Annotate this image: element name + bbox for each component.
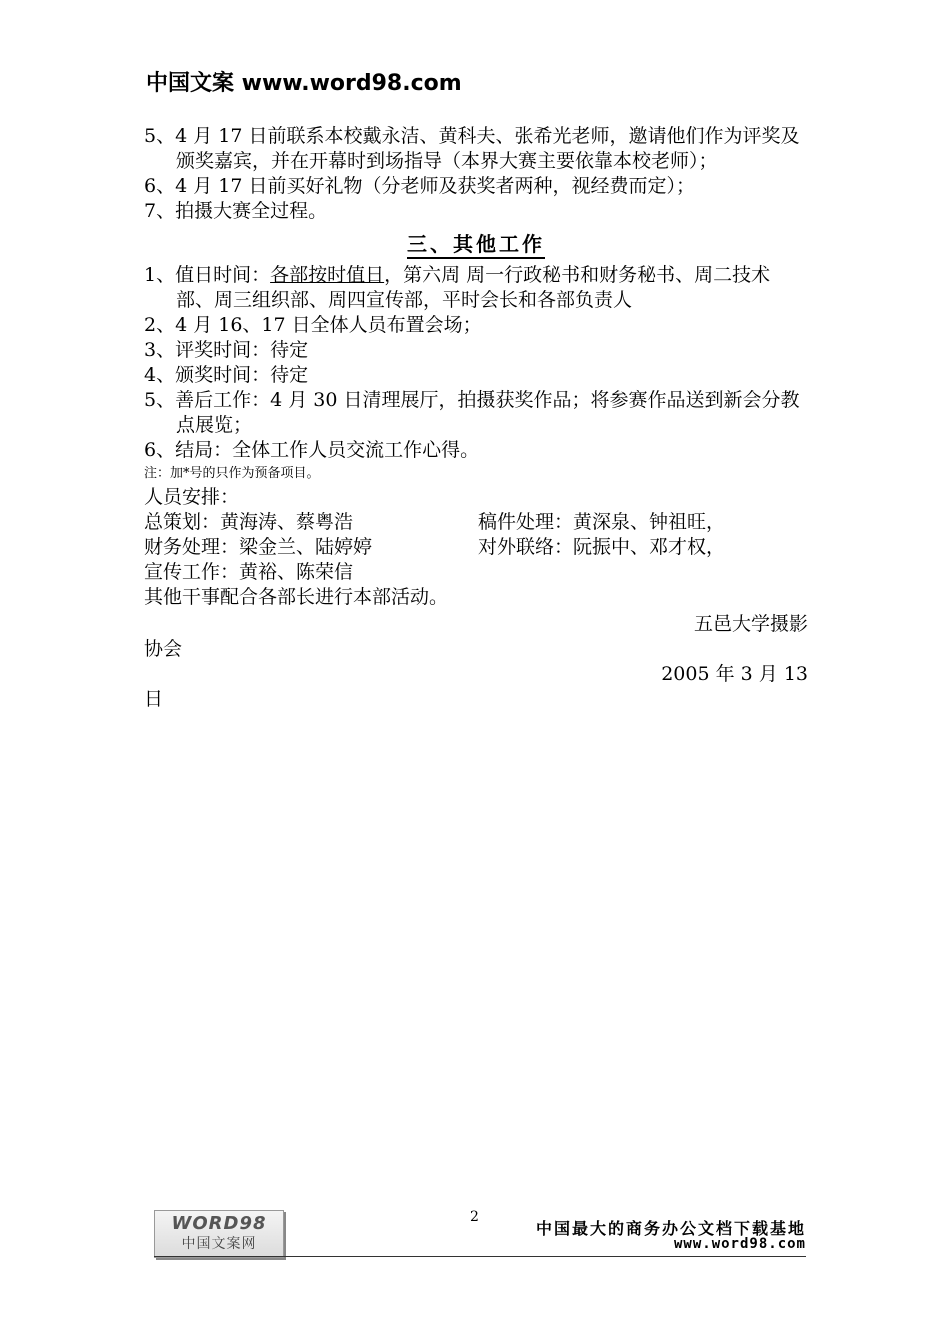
list-item: 4、颁奖时间：待定	[144, 364, 309, 386]
staff-cell: 总策划：黄海涛、蔡粤浩	[144, 511, 354, 533]
note-text: 注：加*号的只作为预备项目。	[144, 466, 320, 481]
item-prefix: 1、值日时间：	[144, 264, 271, 286]
footer-logo	[154, 1210, 284, 1258]
list-item: 2、4 月 16、17 日全体人员布置会场；	[144, 314, 482, 336]
staff-cell: 对外联络：阮振中、邓才权，	[478, 536, 726, 558]
section-title	[144, 232, 808, 257]
staff-heading: 人员安排：	[144, 486, 240, 508]
signature-date-cont: 日	[144, 688, 164, 710]
underlined-text: 各部按时值日	[270, 264, 385, 286]
page-number: 2	[470, 1209, 479, 1225]
staff-cell: 财务处理：梁金兰、陆婷婷	[144, 536, 373, 558]
footer-url: www.word98.com	[673, 1236, 806, 1252]
list-item: 7、拍摄大赛全过程。	[144, 200, 328, 222]
signature-org: 五邑大学摄影	[693, 613, 808, 635]
staff-row	[144, 510, 808, 535]
list-item	[144, 263, 808, 313]
list-item: 6、4 月 17 日前买好礼物（分老师及获奖者两种，视经费而定）；	[144, 175, 695, 197]
list-item: 5、善后工作：4 月 30 日清理展厅，拍摄获奖作品；将参赛作品送到新会分教点展览；	[144, 389, 800, 436]
section-title-text: 三、其他工作	[407, 232, 545, 259]
list-item: 3、评奖时间：待定	[144, 339, 309, 361]
staff-cell: 稿件处理：黄深泉、钟祖旺，	[478, 511, 726, 533]
list-item: 5、4 月 17 日前联系本校戴永洁、黄科夫、张希光老师，邀请他们作为评奖及颁奖嘉宾，并在开幕时到场指导（本界大赛主要依靠本校老师）；	[144, 125, 800, 172]
signature-org-cont: 协会	[144, 638, 183, 660]
document-body	[144, 124, 808, 712]
page-header-title: 中国文案 www.word98.com	[146, 71, 462, 96]
staff-publicity: 宣传工作：黄裕、陈荣信	[144, 561, 354, 583]
signature-date: 2005 年 3 月 13	[661, 663, 808, 685]
staff-row	[144, 535, 808, 560]
item-rest: ，第六周 周一行政秘书和财务秘书、周二技术部、周三组织部、周四宣传部，平时会长和各部负责人	[176, 264, 771, 311]
list-item: 6、结局：全体工作人员交流工作心得。	[144, 439, 480, 461]
footer-divider	[154, 1256, 806, 1257]
footer-slogan: 中国最大的商务办公文档下载基地	[535, 1219, 806, 1238]
logo-subtitle: 中国文案网	[181, 1236, 257, 1252]
staff-others: 其他干事配合各部长进行本部活动。	[144, 586, 449, 608]
logo-wordmark: WORD98	[171, 1213, 267, 1234]
